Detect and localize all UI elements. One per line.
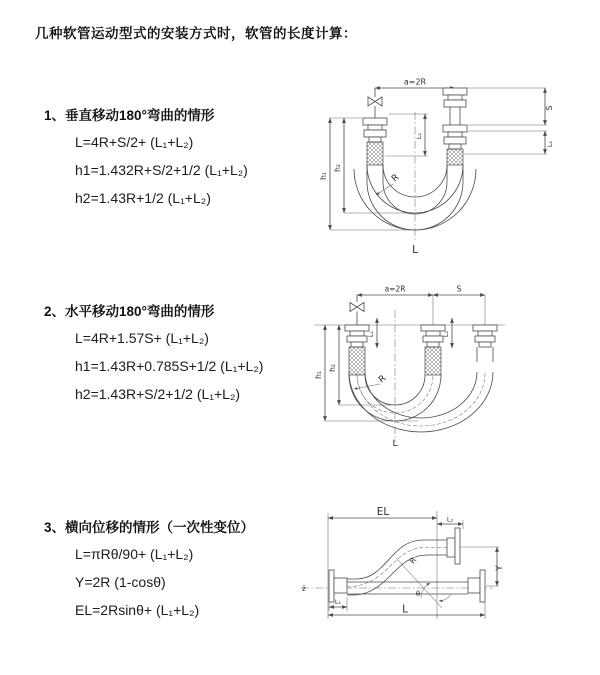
left-pipe-fitting	[345, 325, 369, 375]
diagram-vertical-180-bend	[300, 70, 600, 265]
formula-list	[44, 540, 324, 624]
diagram-3-drawing	[295, 500, 600, 635]
dim-label-s: S	[545, 105, 554, 111]
dim-l2	[437, 516, 463, 530]
valve-icon	[368, 88, 382, 118]
dim-label-r: R	[390, 172, 402, 185]
dim-l1	[385, 114, 428, 156]
valve-icon	[350, 295, 364, 325]
page-title: 几种软管运动型式的安装方式时，软管的长度计算：	[35, 26, 357, 41]
dim-label-l1: L₁	[415, 132, 423, 140]
formula-line: Y=2R (1-cosθ)	[75, 574, 166, 590]
dim-label-h2: h₂	[333, 164, 342, 172]
diagram-horizontal-180-bend	[300, 282, 600, 482]
dim-label-l2: L₂	[546, 140, 554, 148]
dim-l1	[367, 318, 377, 348]
dim-s	[433, 285, 485, 326]
section-vertical-movement	[44, 104, 324, 212]
section-lateral-displacement	[44, 516, 324, 624]
section-horizontal-movement	[44, 300, 324, 408]
formula-line: h2=1.43R+S/2+1/2 (L₁+L₂)	[75, 386, 241, 402]
dim-label-l2: L₂	[442, 330, 450, 338]
formula-line: L=πRθ/90+ (L₁+L₂)	[75, 546, 194, 562]
dim-el	[328, 506, 437, 619]
diagram-lateral-displacement	[295, 500, 600, 635]
dim-l	[328, 602, 485, 619]
hose-u-bends	[349, 372, 493, 432]
section-heading: 1、垂直移动180°弯曲的情形	[44, 108, 215, 123]
dim-label-a2r: a=2R	[403, 77, 427, 87]
formula-line: L=4R+S/2+ (L₁+L₂)	[75, 134, 194, 150]
dim-label-l: L	[392, 439, 398, 449]
dim-label-r: R	[377, 373, 389, 386]
formula-line: h2=1.43R+1/2 (L₁+L₂)	[75, 190, 211, 206]
dim-s	[468, 88, 554, 125]
dim-label-h1: h₁	[319, 172, 328, 180]
dim-a2r	[357, 285, 433, 296]
formula-list	[44, 324, 324, 408]
formula-line: h1=1.43R+0.785S+1/2 (L₁+L₂)	[75, 358, 264, 374]
dim-a2r	[375, 78, 546, 89]
diagram-2-drawing	[300, 282, 600, 482]
dim-label-r: R	[407, 555, 419, 566]
dim-label-a2r: a=2R	[384, 284, 406, 294]
centerline-mark: z̄	[302, 585, 306, 593]
dim-l2	[442, 318, 452, 348]
diagram-1-drawing	[300, 70, 600, 265]
dim-label-l2: L₂	[446, 515, 454, 524]
section-heading: 3、横向位移的情形（一次性变位）	[44, 520, 255, 535]
dim-label-el: EL	[376, 506, 390, 518]
dim-label-l: L	[402, 603, 408, 616]
dim-label-s: S	[456, 284, 462, 294]
section-heading: 2、水平移动180°弯曲的情形	[44, 304, 215, 319]
formula-list	[44, 128, 324, 212]
dim-label-l1: L₁	[334, 598, 342, 606]
dim-label-y: Y	[495, 565, 505, 571]
dim-label-h1: h₁	[314, 371, 323, 379]
formula-line: L=4R+1.57S+ (L₁+L₂)	[75, 330, 209, 346]
formula-line: h1=1.432R+S/2+1/2 (L₁+L₂)	[75, 162, 248, 178]
displaced-end-flange	[447, 528, 460, 564]
displaced-pipe-fitting	[473, 325, 497, 362]
dim-label-theta: θ	[415, 590, 421, 598]
formula-line: EL=2Rsinθ+ (L₁+L₂)	[75, 602, 200, 618]
dim-label-l: L	[412, 244, 418, 256]
dim-label-h2: h₂	[328, 364, 337, 372]
dim-l2	[464, 131, 554, 154]
displaced-hose	[347, 540, 447, 595]
dim-label-l1: L₁	[367, 330, 375, 338]
